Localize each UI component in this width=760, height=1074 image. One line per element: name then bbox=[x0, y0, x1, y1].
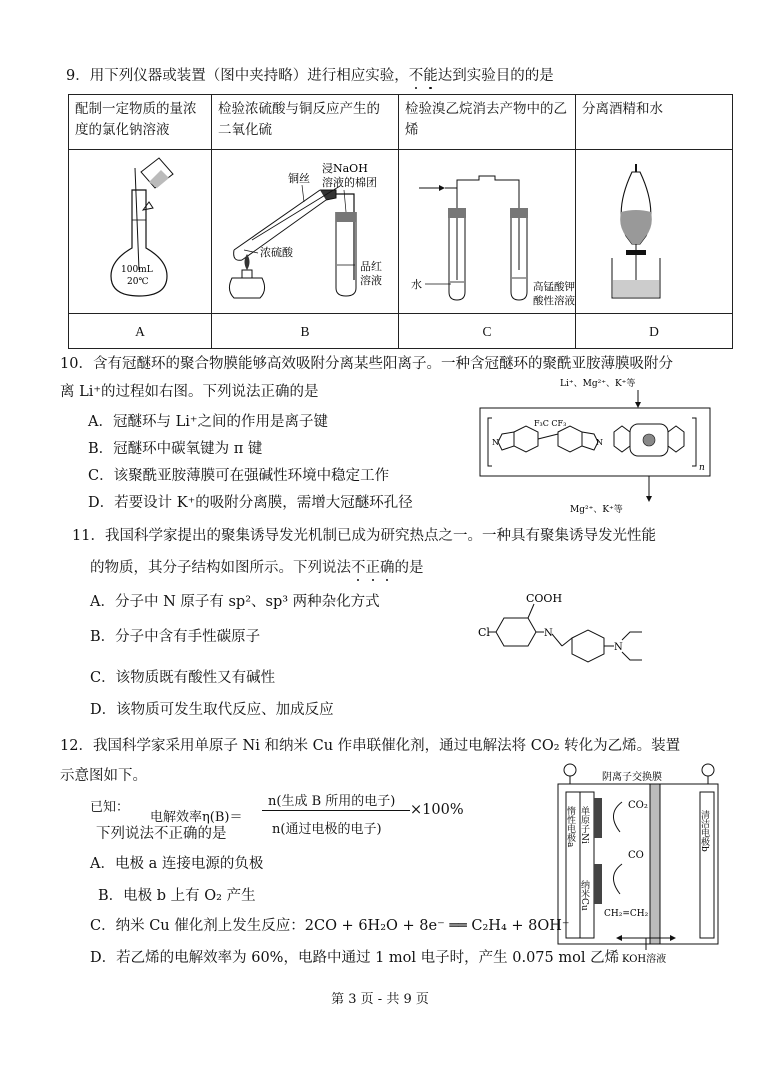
electrode-a-label: 惰性电极a bbox=[565, 806, 575, 848]
q12-times: ×100% bbox=[410, 802, 464, 818]
ethylene-label: CH₂=CH₂ bbox=[604, 909, 649, 919]
label-kmno4-2: 酸性溶液 bbox=[533, 295, 575, 306]
q12-numerator: n(生成 B 所用的电子) bbox=[268, 794, 396, 809]
q12-known-label: 已知： bbox=[90, 800, 130, 815]
q12-fraction-bar bbox=[262, 810, 410, 811]
table-header-c: 检验溴乙烷消去产物中的乙烯 bbox=[399, 95, 576, 150]
cl-label: Cl bbox=[478, 626, 490, 639]
ethylene-test-figure bbox=[399, 150, 575, 306]
q12-option-c: C．纳米 Cu 催化剂上发生反应：2CO + 6H₂O + 8e⁻ ══ C₂H₄ + 8OH⁻ bbox=[90, 918, 570, 934]
cf3-label: F₃C CF₃ bbox=[534, 419, 567, 428]
ions-in-label: Li⁺、Mg²⁺、K⁺等 bbox=[560, 379, 636, 389]
label-water: 水 bbox=[411, 278, 422, 291]
label-naoh-1: 浸NaOH bbox=[322, 162, 368, 175]
copper-acid-apparatus-figure bbox=[212, 150, 398, 306]
separatory-funnel-figure bbox=[576, 150, 732, 306]
q12-line-2: 示意图如下。 bbox=[60, 768, 147, 784]
q11-option-d: D．该物质可发生取代反应、加成反应 bbox=[90, 702, 334, 718]
q11-line-2 bbox=[90, 556, 424, 577]
figure-c-cell bbox=[399, 150, 576, 314]
label-kmno4-1: 高锰酸钾 bbox=[533, 281, 575, 293]
figure-d-cell bbox=[576, 150, 733, 314]
koh-label: KOH溶液 bbox=[622, 954, 667, 965]
q10-option-a: A．冠醚环与 Li⁺之间的作用是离子键 bbox=[88, 414, 328, 430]
electrolysis-device-figure bbox=[530, 760, 730, 966]
q11-line-2-post: 的是 bbox=[394, 560, 424, 576]
label-naoh-2: 溶液的棉团 bbox=[322, 176, 377, 189]
option-label-c: C bbox=[399, 314, 576, 349]
co-label: CO bbox=[628, 850, 644, 861]
polyimide-membrane-figure bbox=[478, 374, 718, 516]
amine-n-label: N bbox=[614, 642, 623, 653]
q11-option-c: C．该物质既有酸性又有碱性 bbox=[90, 670, 276, 686]
membrane-label: 阴离子交换膜 bbox=[602, 772, 662, 783]
q10-line-2: 离 Li⁺的过程如右图。下列说法正确的是 bbox=[60, 384, 319, 400]
label-conc-acid: 浓硫酸 bbox=[260, 246, 293, 259]
flask-temp-label: 20℃ bbox=[127, 277, 149, 287]
svg-text:N: N bbox=[492, 438, 499, 447]
q10-option-c: C．该聚酰亚胺薄膜可在强碱性环境中稳定工作 bbox=[88, 468, 390, 484]
q10-option-b: B．冠醚环中碳氧键为 π 键 bbox=[88, 441, 263, 457]
q12-option-b: B．电极 b 上有 O₂ 产生 bbox=[98, 888, 256, 904]
ions-out-label: Mg²⁺、K⁺等 bbox=[570, 505, 623, 515]
q12-denominator: n(通过电极的电子) bbox=[272, 822, 382, 837]
q9-title-pre: 9．用下列仪器或装置（图中夹持略）进行相应实验， bbox=[66, 68, 409, 84]
glass-rod bbox=[135, 168, 139, 270]
q12-option-d: D．若乙烯的电解效率为 60%，电路中通过 1 mol 电子时，产生 0.075 mol 乙烯 bbox=[90, 950, 620, 966]
q12-option-a: A．电极 a 连接电源的负极 bbox=[90, 856, 264, 872]
table-header-d: 分离酒精和水 bbox=[576, 95, 733, 150]
q12-efficiency-label: 电解效率η(B)＝ bbox=[150, 810, 243, 825]
q11-line-2-emph: 不正确 bbox=[351, 560, 395, 576]
page-footer: 第 3 页 - 共 9 页 bbox=[331, 992, 429, 1007]
q10-option-d: D．若要设计 K⁺的吸附分离膜，需增大冠醚环孔径 bbox=[88, 495, 413, 511]
flask-volume-label: 100mL bbox=[121, 265, 153, 275]
q9-title-emph: 不能 bbox=[408, 68, 438, 84]
q11-option-b: B．分子中含有手性碳原子 bbox=[90, 629, 261, 645]
ni-layer-label: 单原子Ni bbox=[579, 806, 589, 844]
figure-b-cell bbox=[212, 150, 399, 314]
co2-label: CO₂ bbox=[628, 800, 648, 811]
q11-line-1: 11．我国科学家提出的聚集诱导发光机制已成为研究热点之一。一种具有聚集诱导发光性能 bbox=[72, 528, 656, 544]
q12-line-1: 12．我国科学家采用单原子 Ni 和纳米 Cu 作串联催化剂，通过电解法将 CO₂ 转化为乙烯。装置 bbox=[60, 738, 681, 754]
option-label-d: D bbox=[576, 314, 733, 349]
label-magenta-2: 溶液 bbox=[360, 274, 382, 287]
table-header-a: 配制一定物质的量浓度的氯化钠溶液 bbox=[69, 95, 212, 150]
volumetric-flask-figure bbox=[69, 150, 211, 306]
cooh-label: COOH bbox=[526, 592, 563, 605]
option-label-b: B bbox=[212, 314, 399, 349]
flask-stopper bbox=[143, 202, 153, 210]
q9-title bbox=[66, 64, 554, 85]
repeat-n-label: n bbox=[699, 463, 705, 473]
experiment-table bbox=[68, 94, 733, 349]
label-magenta-1: 品红 bbox=[360, 260, 382, 273]
option-label-a: A bbox=[69, 314, 212, 349]
imine-n-label: N bbox=[544, 628, 553, 639]
q11-line-2-pre: 的物质，其分子结构如图所示。下列说法 bbox=[90, 560, 351, 576]
cu-layer-label: 纳米Cu bbox=[579, 880, 589, 911]
svg-text:N: N bbox=[596, 438, 603, 447]
q11-option-a: A．分子中 N 原子有 sp²、sp³ 两种杂化方式 bbox=[90, 594, 380, 610]
molecule-structure-figure bbox=[470, 590, 650, 670]
q9-title-post: 达到实验目的的是 bbox=[437, 68, 554, 84]
q12-prompt: 下列说法不正确的是 bbox=[96, 826, 227, 842]
figure-a-cell bbox=[69, 150, 212, 314]
q10-line-1: 10．含有冠醚环的聚合物膜能够高效吸附分离某些阳离子。一种含冠醚环的聚酰亚胺薄膜吸附分 bbox=[60, 356, 673, 372]
electrode-b-label: 清洁电极b bbox=[699, 810, 709, 852]
table-header-b: 检验浓硫酸与铜反应产生的二氧化硫 bbox=[212, 95, 399, 150]
label-copper-wire: 铜丝 bbox=[288, 172, 310, 185]
